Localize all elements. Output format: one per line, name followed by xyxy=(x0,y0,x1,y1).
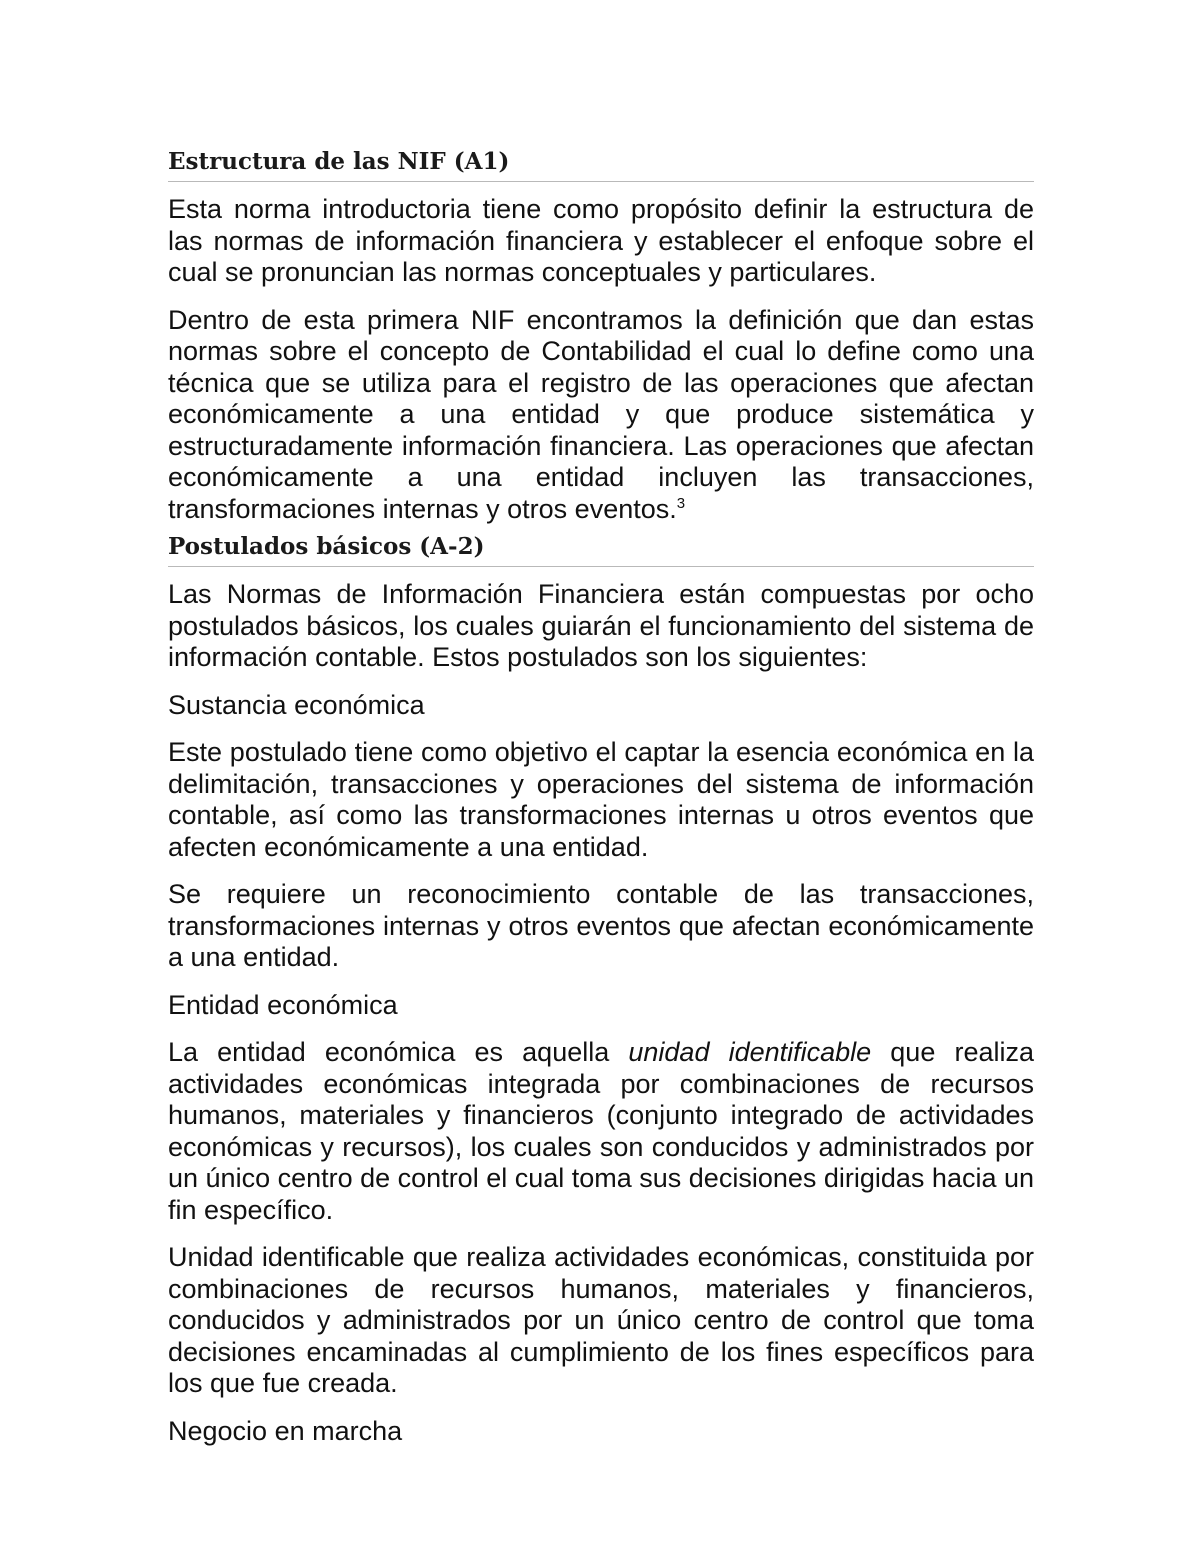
subheading-negocio: Negocio en marcha xyxy=(168,1415,403,1446)
subheading-entidad: Entidad económica xyxy=(168,989,398,1020)
paragraph-entidad-definicion xyxy=(168,1037,1034,1226)
paragraph-unidad-identificable: Unidad identificable que realiza actividades económicas, constituida por combinaciones de recursos humanos, materiales y financieros, conducidos y administrados por un único centro de control que toma decisiones encaminadas al cumplimiento de los fines específicos para los que fue creada. xyxy=(168,1242,1034,1398)
paragraph-entidad-after: que realiza actividades económicas integrada por combinaciones de recursos humanos, materiales y financieros (conjunto integrado de actividades económicas y recursos), los cuales son conducidos y administrados por un único centro de control el cual toma sus decisiones dirigidas hacia un fin específico. xyxy=(168,1037,1035,1225)
emphasis-unidad-identificable: unidad identificable xyxy=(628,1037,872,1067)
subheading-sustancia: Sustancia económica xyxy=(168,689,425,720)
paragraph-entidad-before: La entidad económica es aquella xyxy=(168,1037,629,1067)
paragraph-sustancia-reconocimiento: Se requiere un reconocimiento contable de las transacciones, transformaciones internas y otros eventos que afectan económicamente a una entidad. xyxy=(168,879,1034,972)
footnote-marker: 3 xyxy=(676,494,686,512)
paragraph-sustancia-objetivo: Este postulado tiene como objetivo el captar la esencia económica en la delimitación, transacciones y operaciones del sistema de información contable, así como las transformaciones internas u otros eventos que afecten económicamente a una entidad. xyxy=(168,737,1034,862)
section-heading-postulados: Postulados básicos (A-2) xyxy=(168,525,1034,567)
section-heading-estructura: Estructura de las NIF (A1) xyxy=(168,140,1034,182)
paragraph-contabilidad xyxy=(168,305,1034,526)
document-page xyxy=(168,138,1034,1447)
paragraph-proposito: Esta norma introductoria tiene como propósito definir la estructura de las normas de información financiera y establecer el enfoque sobre el cual se pronuncian las normas conceptuales y particulares. xyxy=(168,194,1034,287)
paragraph-postulados-intro: Las Normas de Información Financiera están compuestas por ocho postulados básicos, los cuales guiarán el funcionamiento del sistema de información contable. Estos postulados son los siguientes: xyxy=(168,579,1034,672)
paragraph-contabilidad-text: Dentro de esta primera NIF encontramos la definición que dan estas normas sobre el concepto de Contabilidad el cual lo define como una técnica que se utiliza para el registro de las operaciones que afectan económicamente a una entidad y que produce sistemática y estructuradamente información financiera. Las operaciones que afectan económicamente a una entidad incluyen las transacciones, transformaciones internas y otros eventos. xyxy=(168,304,1034,524)
